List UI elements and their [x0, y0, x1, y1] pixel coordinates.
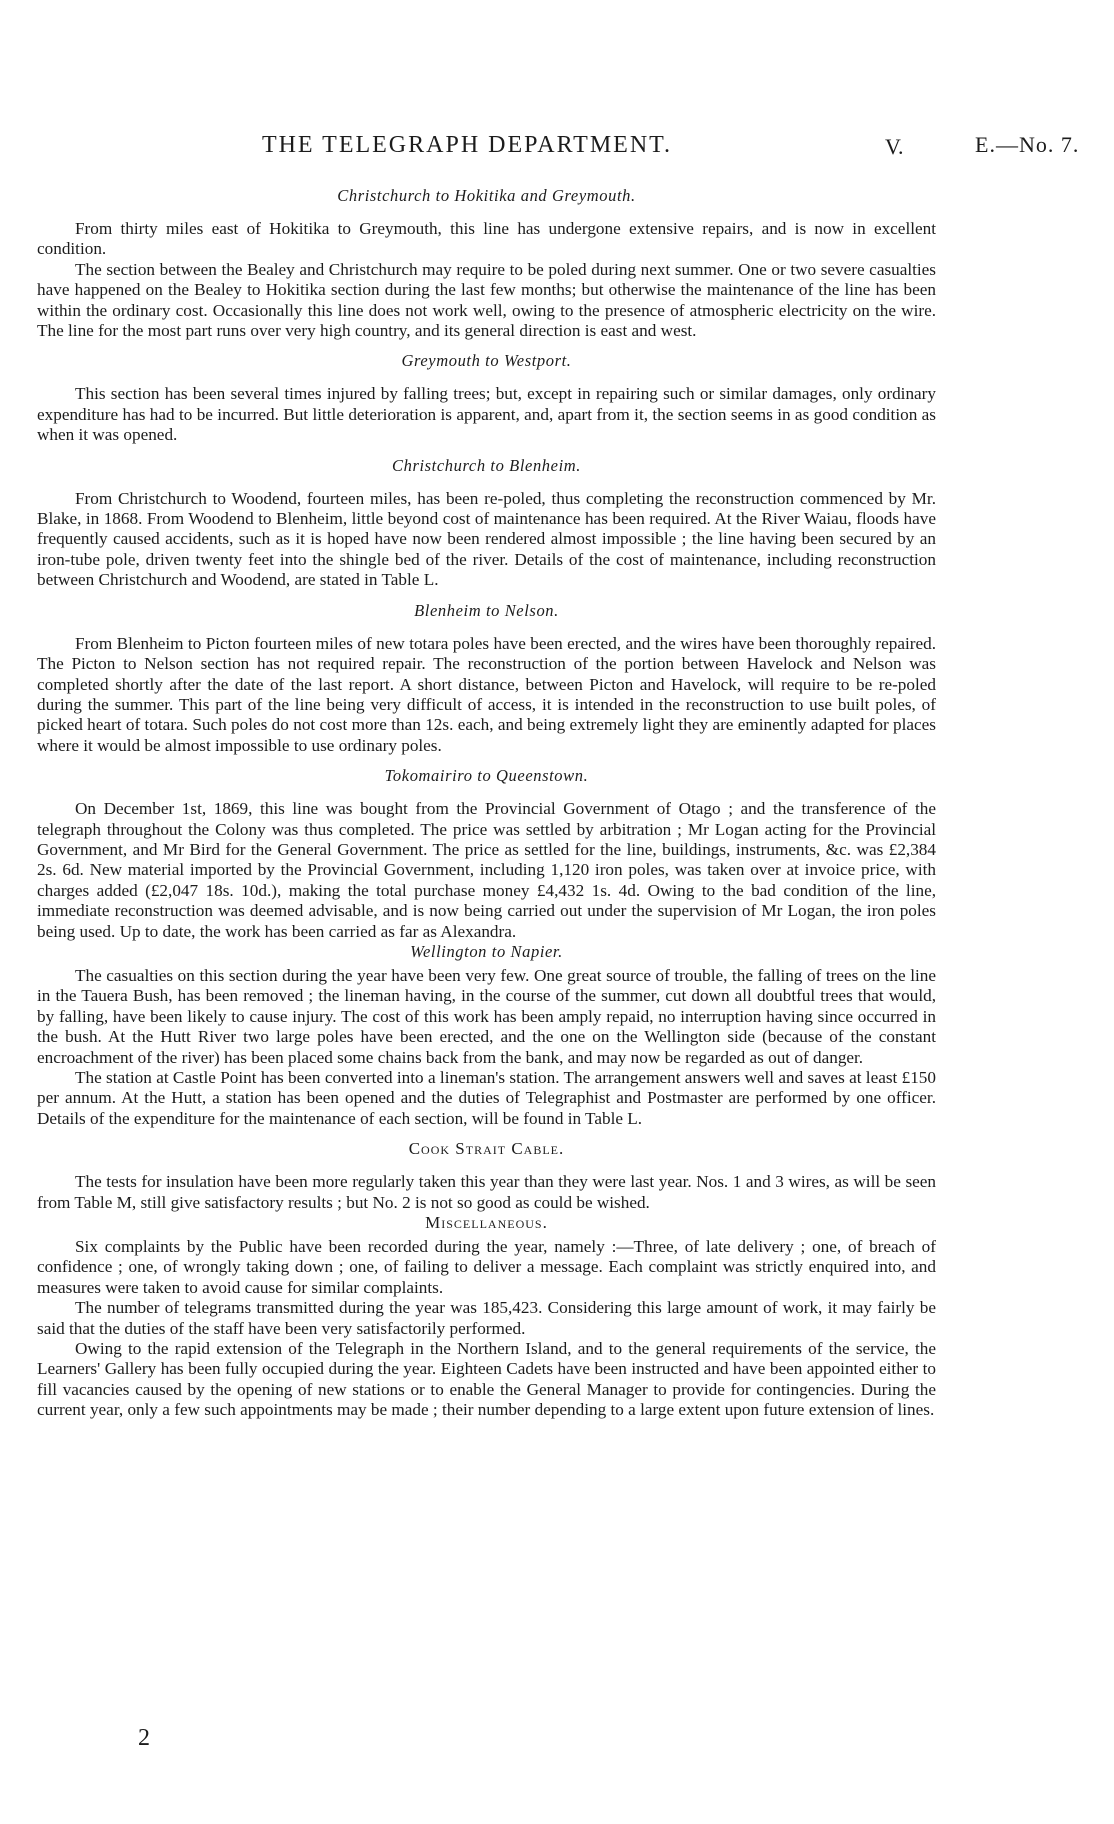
section-heading: Christchurch to Blenheim.: [392, 455, 581, 475]
section-paragraph: The tests for insulation have been more regularly taken this year than they were last year. Nos. 1 and 3 wires, as will be seen from Table M, still give satisfactory results ; but No. 2 is not so good as could be wished.: [37, 1172, 936, 1212]
section-paragraph: The casualties on this section during the year have been very few. One great source of trouble, the falling of trees on the line in the Tauera Bush, has been removed ; the lineman having, in the course of the summer, cut down all doubtful trees that would, by falling, have been likely to cause injury. The cost of this work has been amply repaid, no interruption having since occurred in the bush. At the Hutt River two large poles have been erected, and the one on the Wellington side (because of the constant encroachment of the river) has been placed some chains back from the bank, and may now be regarded as out of danger.: [37, 965, 936, 1067]
section-paragraph: The section between the Bealey and Christchurch may require to be poled during next summer. One or two severe casualties have happened on the Bealey to Hokitika section during the last few months; but otherwise the maintenance of the line has been within the ordinary cost. Occasionally this line does not work well, owing to the presence of atmospheric electricity on the wire. The line for the most part runs over very high country, and its general direction is east and west.: [37, 259, 936, 341]
section-paragraph: On December 1st, 1869, this line was bought from the Provincial Government of Otago ; and the transference of the telegraph throughout the Colony was thus completed. The price was settled by arbitration ; Mr Logan acting for the Provincial Government, and Mr Bird for the General Government. The price as settled for the line, buildings, instruments, &c. was £2,384 2s. 6d. New material imported by the Provincial Government, including 1,120 iron poles, was taken over at invoice price, with charges added (£2,047 18s. 10d.), making the total purchase money £4,432 1s. 4d. Owing to the bad condition of the line, immediate reconstruction was deemed advisable, and is now being carried out under the supervision of Mr Logan, the iron poles being used. Up to date, the work has been carried as far as Alexandra.: [37, 799, 936, 941]
section-paragraph: From thirty miles east of Hokitika to Greymouth, this line has undergone extensive repairs, and is now in excellent condition.: [37, 219, 936, 259]
section-paragraph: From Christchurch to Woodend, fourteen miles, has been re-poled, thus completing the reconstruction commenced by Mr. Blake, in 1868. From Woodend to Blenheim, little beyond cost of maintenance has been required. At the River Waiau, floods have frequently caused accidents, such as it is hoped have now been rendered almost impossible ; the line having been secured by an iron-tube pole, driven twenty feet into the shingle bed of the river. Details of the cost of maintenance, including reconstruction between Christchurch and Woodend, are stated in Table L.: [37, 488, 936, 590]
running-title: THE TELEGRAPH DEPARTMENT.: [261, 132, 673, 158]
page-number: 2: [138, 1725, 150, 1751]
page-roman-numeral: V.: [885, 134, 904, 159]
section-heading: Christchurch to Hokitika and Greymouth.: [337, 186, 636, 205]
section-paragraph: The number of telegrams transmitted during the year was 185,423. Considering this large amount of work, it may fairly be said that the duties of the staff have been very satisfactorily performed.: [37, 1298, 936, 1338]
section-heading: Tokomairiro to Queenstown.: [384, 766, 589, 786]
section-paragraph: The station at Castle Point has been converted into a lineman's station. The arrangement answers well and saves at least £150 per annum. At the Hutt, a station has been opened and the duties of Telegraphist and Postmaster are performed by one officer. Details of the expenditure for the maintenance of each section, will be found in Table L.: [37, 1068, 936, 1128]
section-heading: Cook Strait Cable.: [408, 1139, 565, 1159]
section-heading: Blenheim to Nelson.: [414, 600, 559, 620]
section-paragraph: Six complaints by the Public have been recorded during the year, namely :—Three, of late delivery ; one, of breach of confidence ; one, of wrongly taking down ; one, of failing to deliver a message. Each complaint was strictly enquired into, and measures were taken to avoid cause for similar complaints.: [37, 1237, 936, 1297]
section-paragraph: From Blenheim to Picton fourteen miles of new totara poles have been erected, and the wires have been thoroughly repaired. The Picton to Nelson section has not required repair. The reconstruction of the portion between Havelock and Nelson was completed shortly after the date of the last report. A short distance, between Picton and Havelock, will require to be re-poled during the summer. This part of the line being very difficult of access, it is intended in the reconstruction to use built poles, of picked heart of totara. Such poles do not cost more than 12s. each, and being extremely light they are eminently adapted for places where it would be almost impossible to use ordinary poles.: [37, 633, 936, 755]
section-heading: Greymouth to Westport.: [401, 351, 572, 371]
section-heading: Miscellaneous.: [425, 1213, 548, 1233]
section-paragraph: This section has been several times injured by falling trees; but, except in repairing such or similar damages, only ordinary expenditure has had to be incurred. But little deterioration is apparent, and, apart from it, the section seems in as good condition as when it was opened.: [37, 384, 936, 445]
document-reference: E.—No. 7.: [975, 132, 1080, 157]
section-heading: Wellington to Napier.: [410, 941, 563, 961]
section-paragraph: Owing to the rapid extension of the Telegraph in the Northern Island, and to the general requirements of the service, the Learners' Gallery has been fully occupied during the year. Eighteen Cadets have been instructed and have been appointed either to fill vacancies caused by the opening of new stations or to enable the General Manager to provide for contingencies. During the current year, only a few such appointments may be made ; their number depending to a large extent upon future extension of lines.: [37, 1339, 936, 1420]
document-body: [37, 176, 936, 1421]
